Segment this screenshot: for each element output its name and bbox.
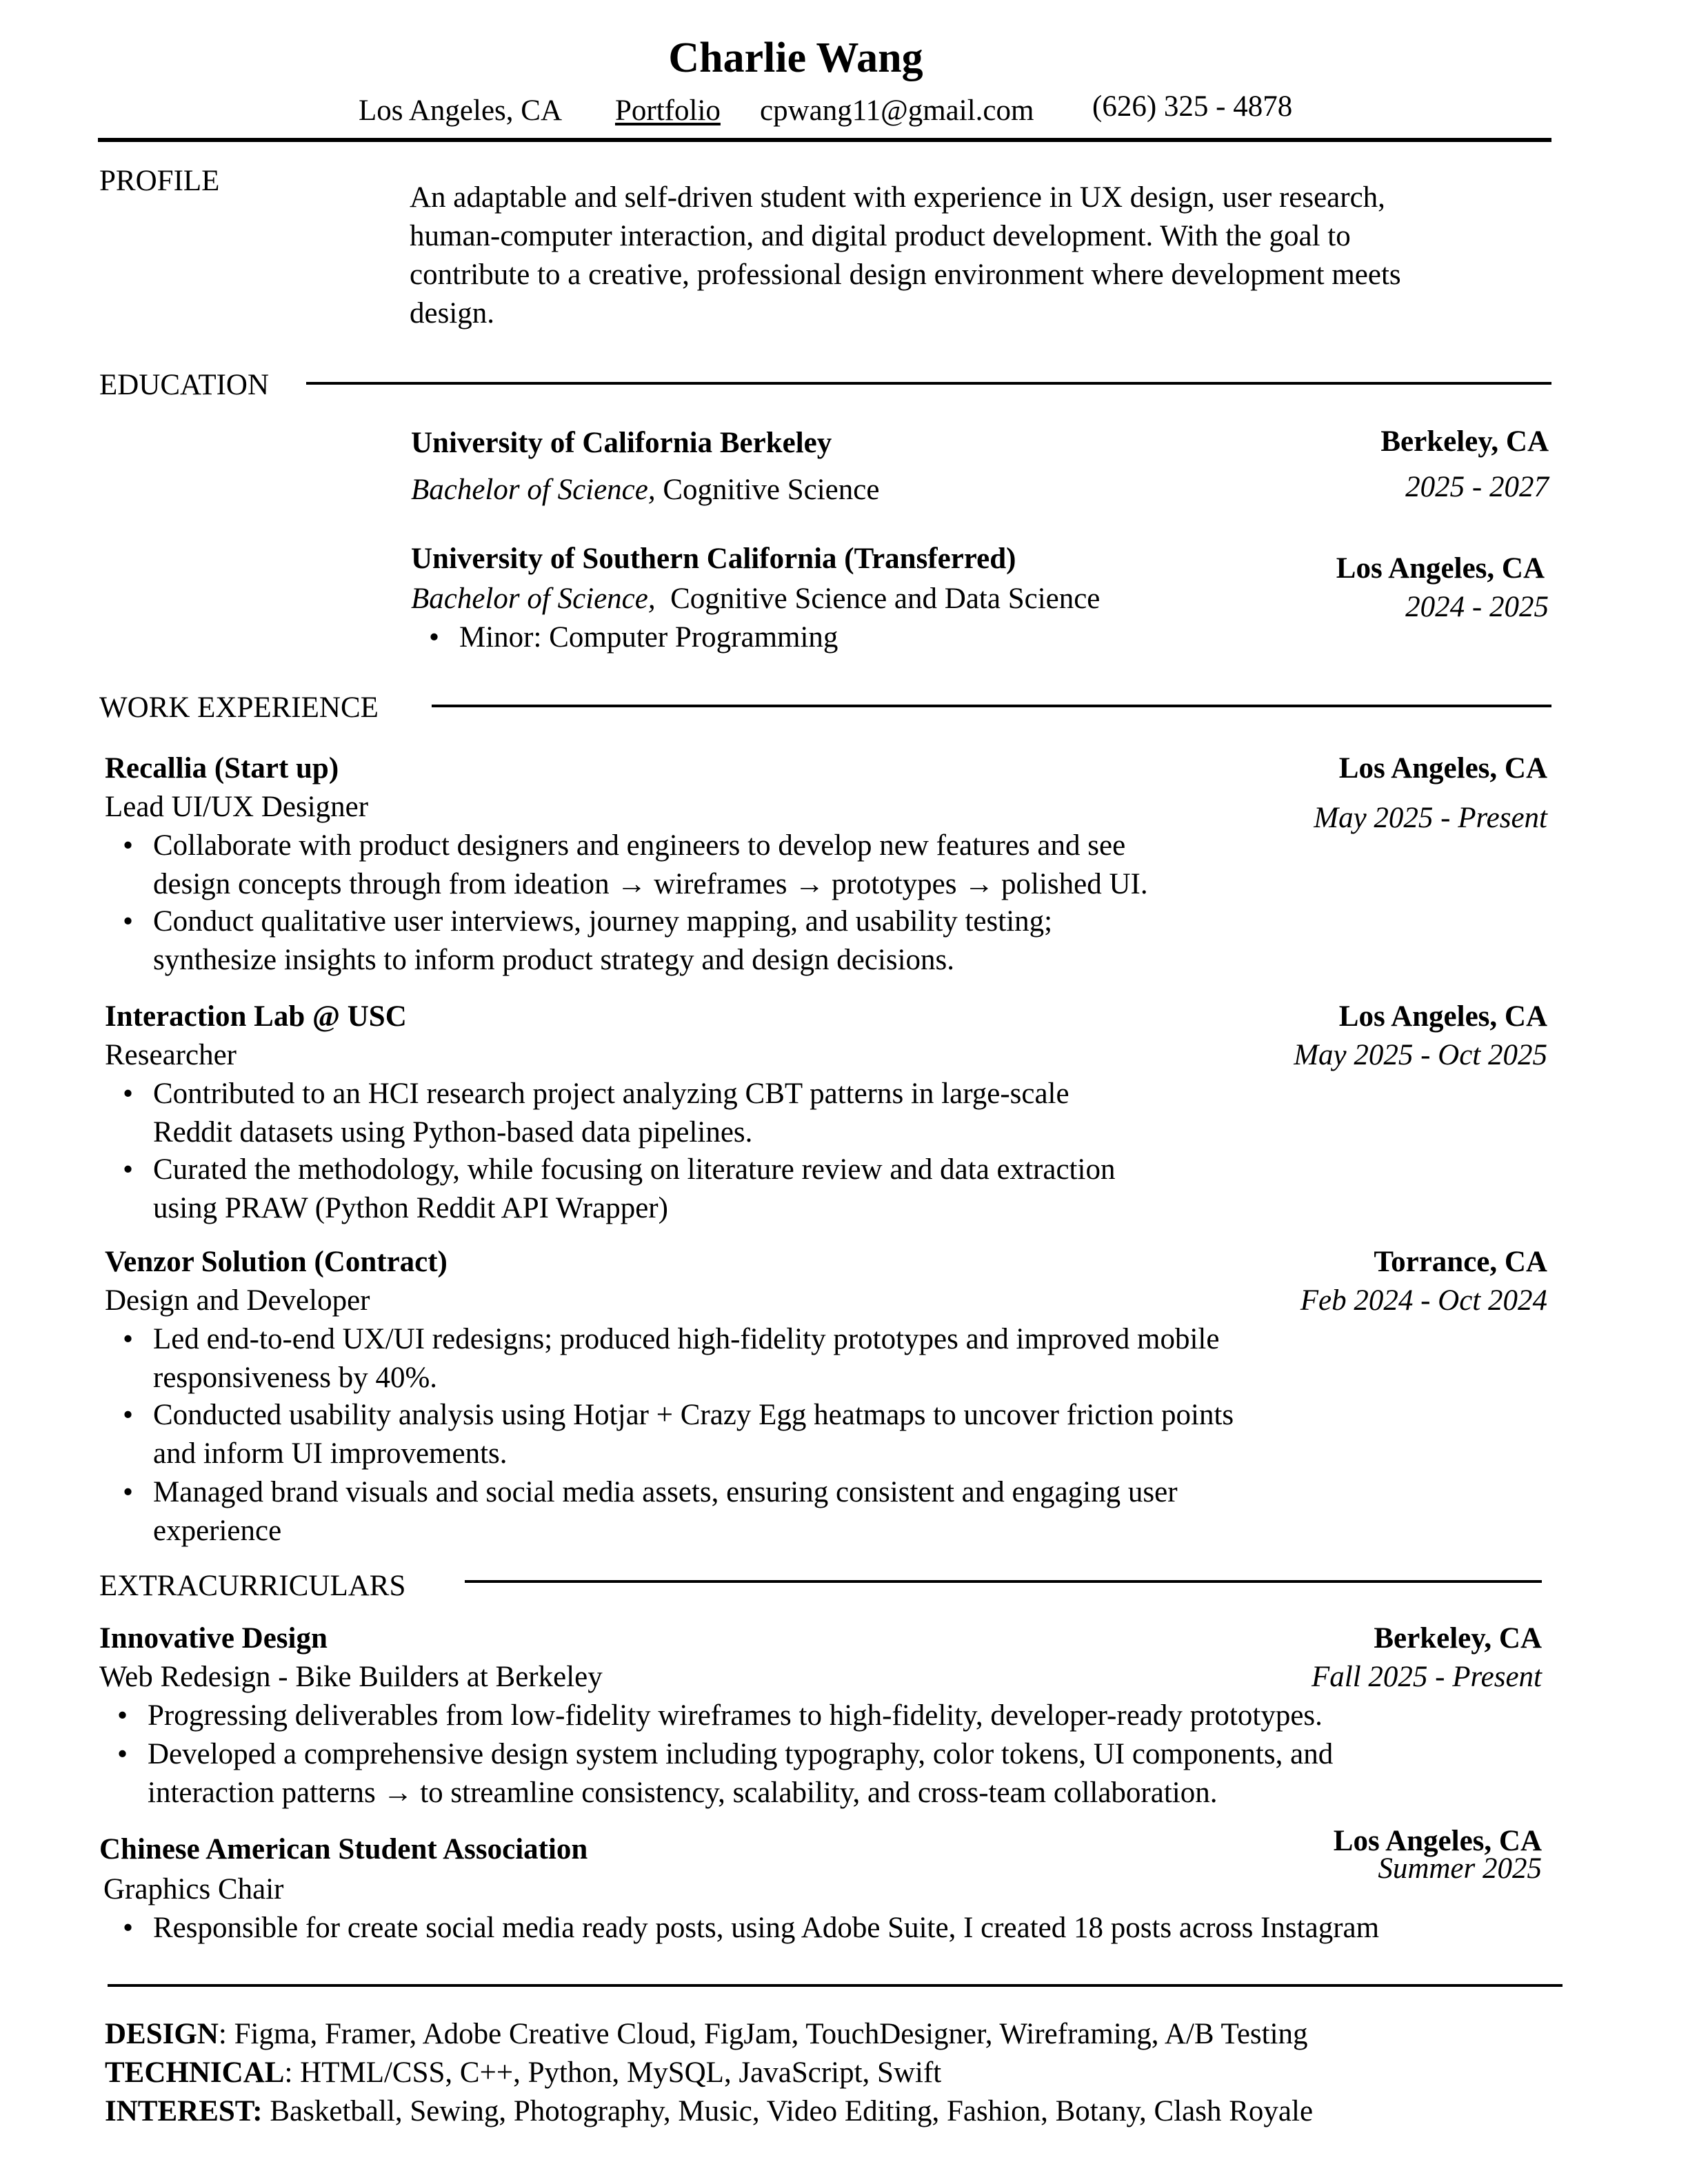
location: Los Angeles, CA (359, 94, 563, 127)
activity-bullet-line: Developed a comprehensive design system including typography, color tokens, UI components, and (148, 1737, 1334, 1770)
activity-dates: Summer 2025 (1378, 1852, 1542, 1885)
bullet-icon: • (429, 620, 440, 654)
job-bullet-line: Reddit datasets using Python-based data pipelines. (153, 1115, 753, 1149)
major: Cognitive Science (655, 473, 880, 506)
minor: Minor: Computer Programming (459, 620, 838, 654)
activity-location: Berkeley, CA (1374, 1621, 1542, 1655)
degree: Bachelor of Science, (411, 473, 656, 506)
activity-dates: Fall 2025 - Present (1312, 1660, 1542, 1693)
bullet-icon: • (123, 829, 134, 862)
job-bullet-line: Conducted usability analysis using Hotjar + Crazy Egg heatmaps to uncover friction points (153, 1398, 1234, 1431)
skill-value: Basketball, Sewing, Photography, Music, Video Editing, Fashion, Botany, Clash Royale (270, 2094, 1314, 2127)
job-location: Los Angeles, CA (1338, 1000, 1547, 1033)
bullet-icon: • (123, 1077, 134, 1110)
job-bullet-line: Contributed to an HCI research project analyzing CBT patterns in large-scale (153, 1077, 1069, 1110)
header-divider (98, 138, 1551, 142)
work-divider (432, 705, 1551, 707)
job-location: Los Angeles, CA (1338, 751, 1547, 785)
candidate-name: Charlie Wang (668, 33, 923, 81)
activity-role: Web Redesign - Bike Builders at Berkeley (99, 1660, 603, 1693)
school-dates: 2025 - 2027 (1405, 470, 1549, 503)
job-role: Lead UI/UX Designer (105, 790, 369, 823)
job-location: Torrance, CA (1374, 1245, 1547, 1278)
job-org: Venzor Solution (Contract) (105, 1245, 448, 1278)
section-heading-work: WORK EXPERIENCE (99, 691, 379, 724)
section-heading-education: EDUCATION (99, 368, 270, 401)
activity-bullet-line: Responsible for create social media ready posts, using Adobe Suite, I created 18 posts across Instagram (153, 1911, 1380, 1944)
activity-role: Graphics Chair (103, 1872, 284, 1905)
section-heading-extracurriculars: EXTRACURRICULARS (99, 1569, 406, 1602)
school-location: Los Angeles, CA (1336, 552, 1545, 585)
job-bullet-line: and inform UI improvements. (153, 1437, 508, 1470)
skill-sep: : (284, 2056, 301, 2089)
profile-line: design. (410, 296, 495, 330)
activity-bullet-line: interaction patterns → to streamline consistency, scalability, and cross-team collaboration. (148, 1776, 1218, 1809)
job-bullet-line: experience (153, 1514, 282, 1547)
skills-divider (108, 1984, 1563, 1987)
education-divider (306, 382, 1551, 385)
profile-line: contribute to a creative, professional design environment where development meets (410, 258, 1401, 291)
section-heading-profile: PROFILE (99, 164, 220, 197)
skill-sep: : (218, 2017, 234, 2050)
job-bullet-line: responsiveness by 40%. (153, 1361, 438, 1394)
skill-label: TECHNICAL (105, 2056, 285, 2089)
school-name: University of Southern California (Transferred) (411, 542, 1016, 575)
degree: Bachelor of Science, (411, 582, 656, 615)
skill-value: HTML/CSS, C++, Python, MySQL, JavaScript, Swift (300, 2056, 942, 2089)
activity-org: Innovative Design (99, 1621, 328, 1655)
skill-label: INTEREST: (105, 2094, 263, 2127)
school-dates: 2024 - 2025 (1405, 590, 1549, 623)
skill-label: DESIGN (105, 2017, 219, 2050)
bullet-icon: • (123, 1153, 134, 1186)
activity-location: Los Angeles, CA (1333, 1824, 1542, 1857)
degree-line (411, 470, 879, 509)
degree-line (411, 579, 1100, 618)
job-org: Recallia (Start up) (105, 751, 339, 785)
bullet-icon: • (123, 904, 134, 938)
skill-sep (263, 2094, 270, 2127)
job-bullet-line: Managed brand visuals and social media assets, ensuring consistent and engaging user (153, 1475, 1178, 1508)
skills-interest (105, 2092, 1313, 2130)
extracurriculars-divider (465, 1580, 1542, 1583)
skills-design (105, 2014, 1308, 2053)
bullet-icon: • (117, 1737, 128, 1770)
portfolio-link[interactable]: Portfolio (615, 94, 721, 127)
job-dates: May 2025 - Present (1314, 801, 1547, 834)
job-bullet-line: using PRAW (Python Reddit API Wrapper) (153, 1191, 668, 1224)
school-name: University of California Berkeley (411, 426, 832, 459)
job-role: Design and Developer (105, 1284, 370, 1317)
bullet-icon: • (117, 1699, 128, 1732)
job-dates: Feb 2024 - Oct 2024 (1300, 1284, 1547, 1317)
activity-org: Chinese American Student Association (99, 1832, 588, 1866)
school-location: Berkeley, CA (1380, 425, 1549, 458)
job-bullet-line: design concepts through from ideation → wireframes → prototypes → polished UI. (153, 867, 1148, 900)
job-bullet-line: synthesize insights to inform product strategy and design decisions. (153, 943, 955, 976)
job-bullet-line: Led end-to-end UX/UI redesigns; produced high-fidelity prototypes and improved mobile (153, 1322, 1220, 1355)
profile-line: human-computer interaction, and digital product development. With the goal to (410, 219, 1351, 252)
job-bullet-line: Conduct qualitative user interviews, journey mapping, and usability testing; (153, 904, 1053, 938)
activity-bullet-line: Progressing deliverables from low-fidelity wireframes to high-fidelity, developer-ready prototypes. (148, 1699, 1323, 1732)
profile-line: An adaptable and self-driven student with experience in UX design, user research, (410, 181, 1385, 214)
job-dates: May 2025 - Oct 2025 (1294, 1038, 1547, 1071)
bullet-icon: • (123, 1475, 134, 1508)
job-bullet-line: Collaborate with product designers and engineers to develop new features and see (153, 829, 1126, 862)
major: Cognitive Science and Data Science (655, 582, 1101, 615)
skill-value: Figma, Framer, Adobe Creative Cloud, FigJam, TouchDesigner, Wireframing, A/B Testing (234, 2017, 1308, 2050)
bullet-icon: • (123, 1398, 134, 1431)
job-bullet-line: Curated the methodology, while focusing on literature review and data extraction (153, 1153, 1116, 1186)
phone: (626) 325 - 4878 (1092, 90, 1293, 123)
bullet-icon: • (123, 1911, 134, 1944)
job-role: Researcher (105, 1038, 237, 1071)
job-org: Interaction Lab @ USC (105, 1000, 407, 1033)
email: cpwang11@gmail.com (760, 94, 1034, 127)
bullet-icon: • (123, 1322, 134, 1355)
skills-technical (105, 2053, 941, 2092)
